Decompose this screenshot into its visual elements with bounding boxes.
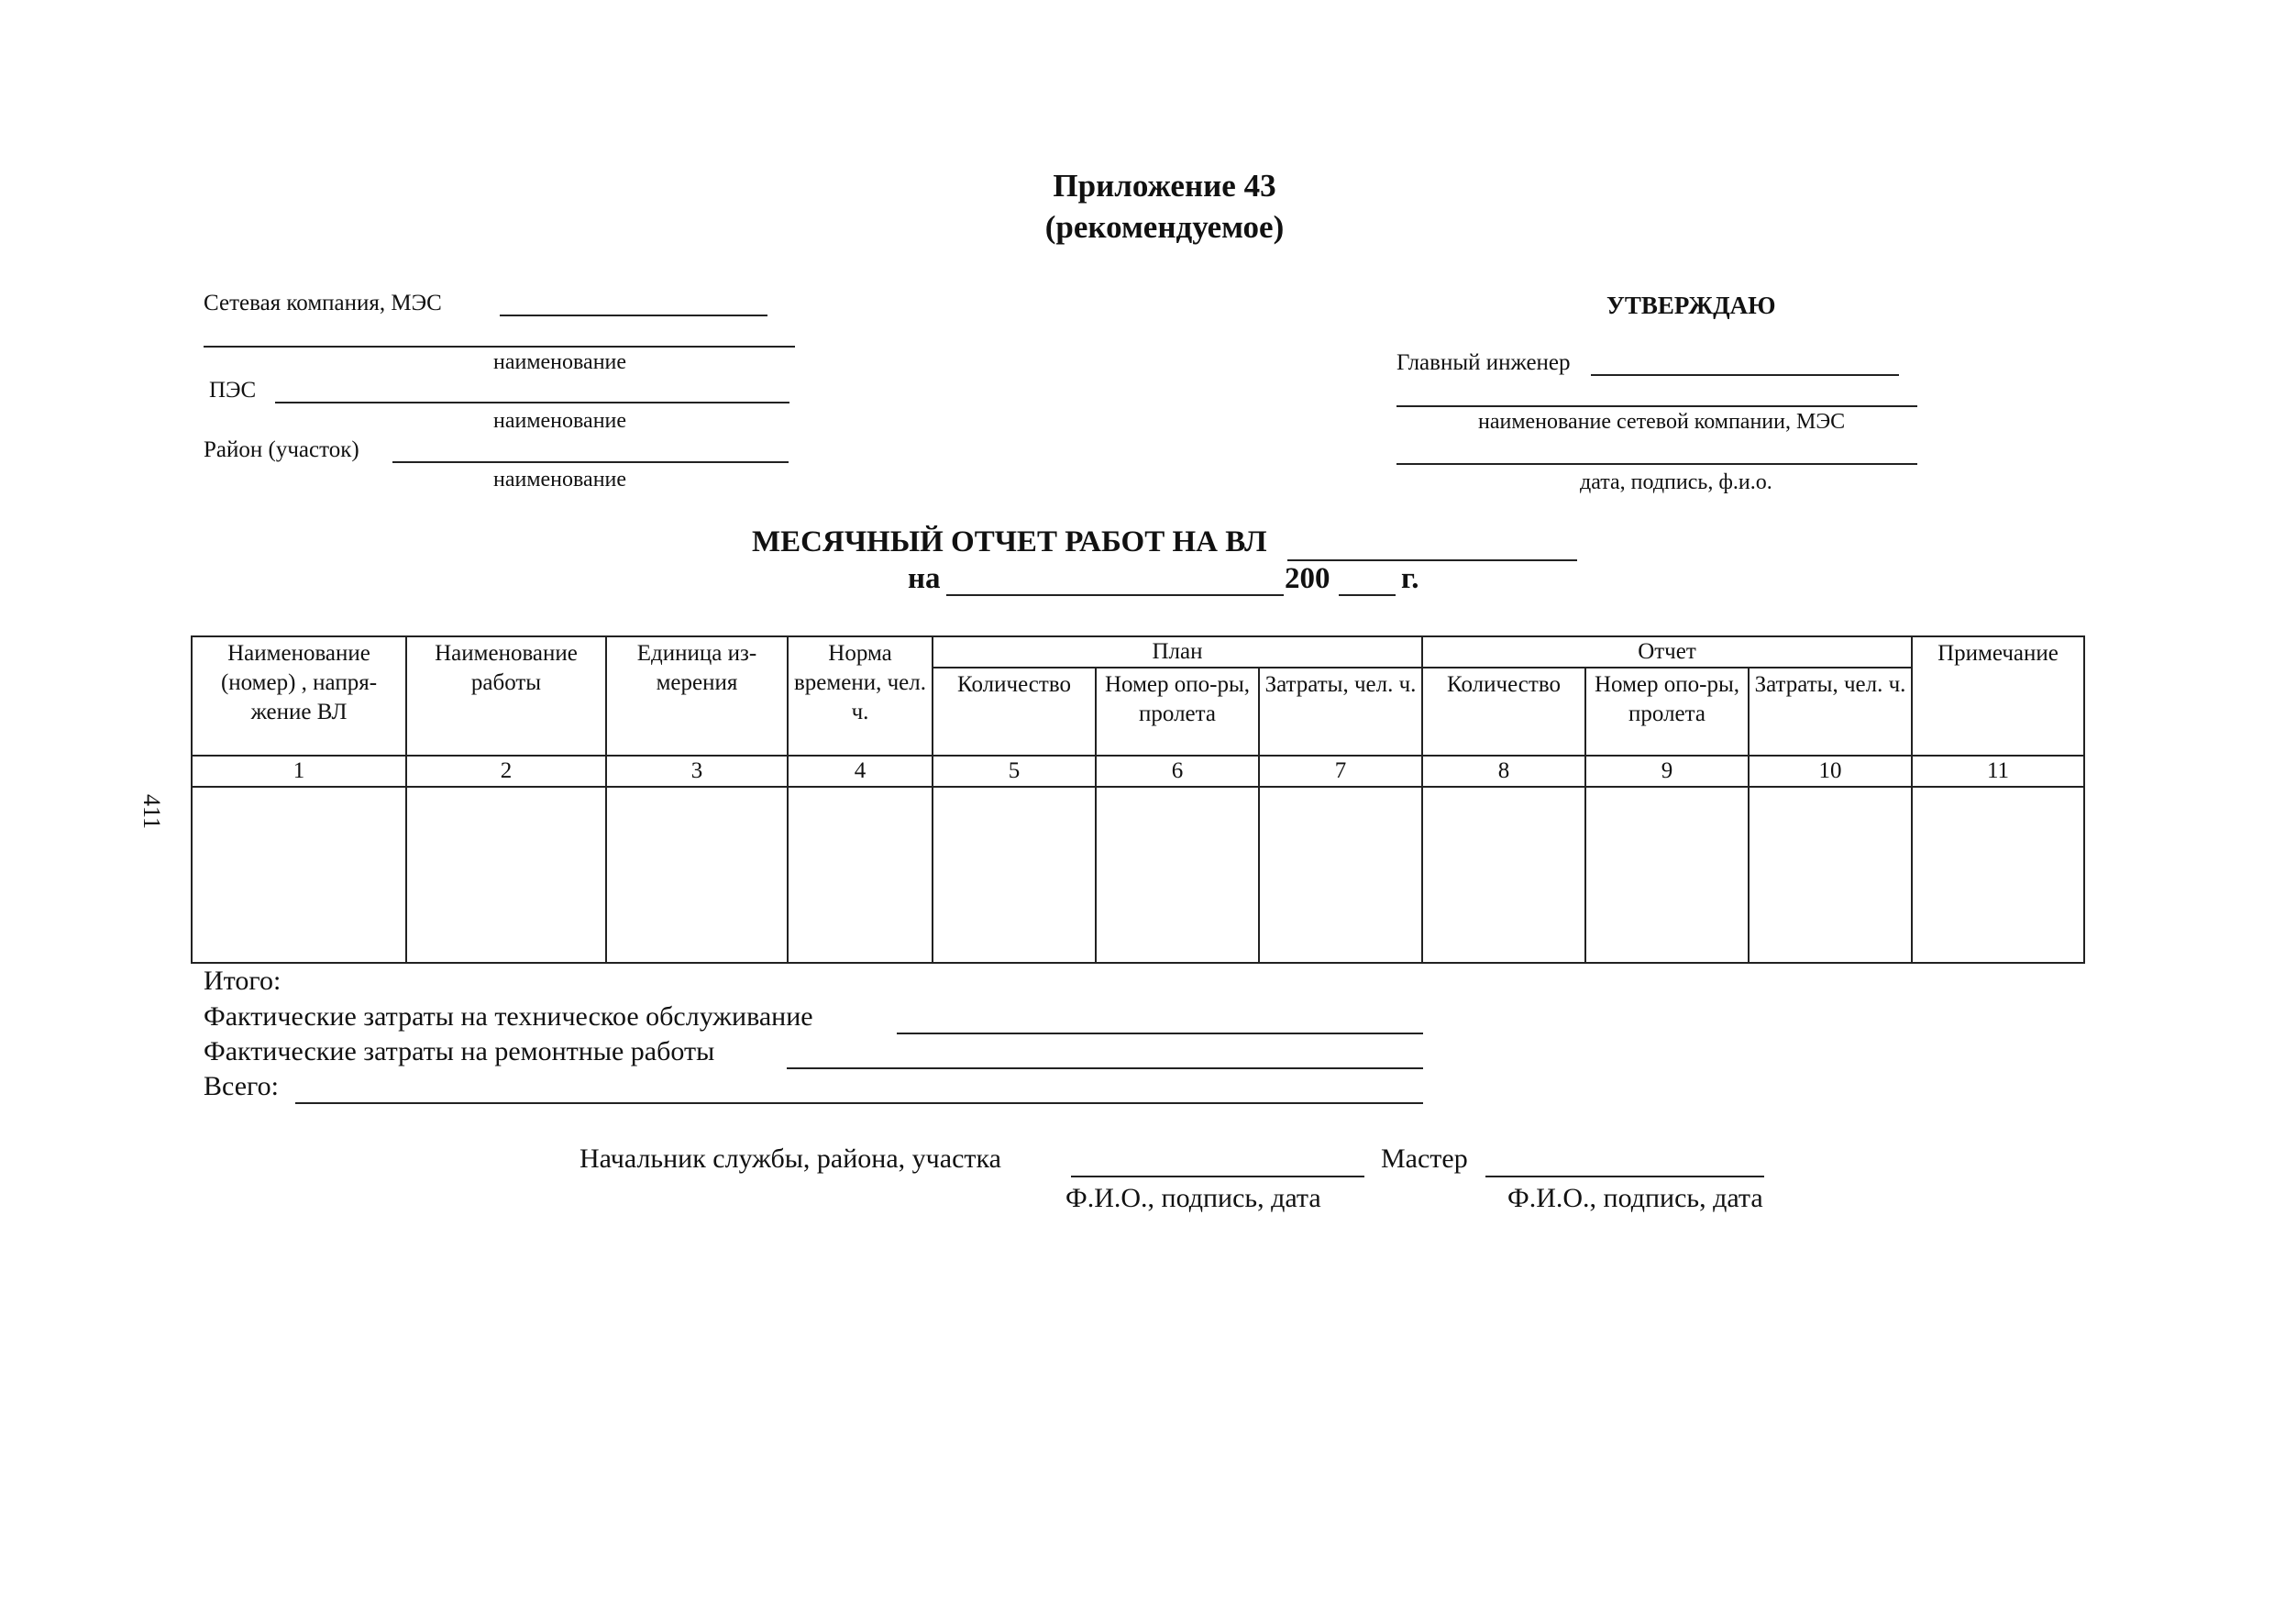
master-signature-line	[1485, 1176, 1764, 1177]
company-line	[500, 315, 767, 316]
column-number: 5	[933, 756, 1096, 787]
repair-costs-line	[787, 1067, 1423, 1069]
table-cell	[1422, 787, 1585, 963]
district-name-caption: наименование	[493, 468, 627, 492]
district-line	[392, 461, 789, 463]
chief-engineer-label: Главный инженер	[1396, 350, 1571, 375]
head-fio-caption: Ф.И.О., подпись, дата	[1065, 1183, 1321, 1213]
district-label: Район (участок)	[204, 437, 359, 462]
header-work-name: Наименование работы	[406, 636, 606, 756]
header-plan: План	[933, 636, 1422, 668]
column-number: 1	[192, 756, 406, 787]
total-line	[295, 1102, 1423, 1104]
approval-company-caption: наименование сетевой компании, МЭС	[1478, 410, 1846, 434]
master-fio-caption: Ф.И.О., подпись, дата	[1507, 1183, 1763, 1213]
header-plan-support: Номер опо-ры, пролета	[1096, 668, 1259, 756]
header-report-costs: Затраты, чел. ч.	[1749, 668, 1912, 756]
column-number: 6	[1096, 756, 1259, 787]
column-number: 8	[1422, 756, 1585, 787]
report-year-prefix: 200	[1285, 562, 1330, 595]
column-number-row	[192, 756, 2084, 787]
report-table	[191, 635, 2085, 964]
company-line-2	[204, 346, 795, 348]
report-year-line	[1339, 594, 1396, 596]
pes-label: ПЭС	[209, 378, 257, 403]
table-cell	[1749, 787, 1912, 963]
approve-label: УТВЕРЖДАЮ	[1606, 292, 1776, 319]
pes-line	[275, 402, 789, 403]
header-plan-costs: Затраты, чел. ч.	[1259, 668, 1422, 756]
header-time-norm: Норма времени, чел. ч.	[788, 636, 933, 756]
approval-company-line	[1396, 405, 1917, 407]
table-cell	[933, 787, 1096, 963]
column-number: 2	[406, 756, 606, 787]
column-number: 7	[1259, 756, 1422, 787]
header-plan-quantity: Количество	[933, 668, 1096, 756]
head-signature-line	[1071, 1176, 1364, 1177]
header-report-quantity: Количество	[1422, 668, 1585, 756]
repair-costs-label: Фактические затраты на ремонтные работы	[204, 1036, 715, 1066]
header-unit: Единица из-мерения	[606, 636, 788, 756]
maintenance-costs-line	[897, 1033, 1423, 1034]
column-number: 11	[1912, 756, 2084, 787]
column-number: 10	[1749, 756, 1912, 787]
chief-engineer-line	[1591, 374, 1899, 376]
head-signature-label: Начальник службы, района, участка	[580, 1143, 1001, 1174]
header-row-1	[192, 636, 2084, 668]
company-label: Сетевая компания, МЭС	[204, 291, 442, 315]
report-month-line	[946, 594, 1284, 596]
approval-date-line	[1396, 463, 1917, 465]
column-number: 4	[788, 756, 933, 787]
header-note: Примечание	[1912, 636, 2084, 756]
table-body-row	[192, 787, 2084, 963]
report-title: МЕСЯЧНЫЙ ОТЧЕТ РАБОТ НА ВЛ	[752, 525, 1267, 558]
table-cell	[606, 787, 788, 963]
table-cell	[192, 787, 406, 963]
master-signature-label: Мастер	[1381, 1143, 1468, 1174]
header-report-support: Номер опо-ры, пролета	[1585, 668, 1749, 756]
table-cell	[1585, 787, 1749, 963]
page-number: 411	[138, 793, 166, 830]
column-number: 9	[1585, 756, 1749, 787]
table-cell	[1096, 787, 1259, 963]
maintenance-costs-label: Фактические затраты на техническое обслуживание	[204, 1001, 813, 1032]
table-cell	[406, 787, 606, 963]
column-number: 3	[606, 756, 788, 787]
report-period-prefix: на	[908, 562, 941, 595]
table-cell	[1259, 787, 1422, 963]
header-report: Отчет	[1422, 636, 1912, 668]
appendix-title: Приложение 43	[1053, 168, 1276, 204]
approval-date-caption: дата, подпись, ф.и.о.	[1580, 470, 1772, 494]
report-vl-line	[1287, 559, 1577, 561]
company-name-caption: наименование	[493, 350, 627, 374]
totals-label: Итого:	[204, 966, 281, 996]
table-cell	[788, 787, 933, 963]
appendix-subtitle: (рекомендуемое)	[1044, 209, 1285, 245]
report-year-suffix: г.	[1401, 562, 1419, 595]
total-label: Всего:	[204, 1071, 279, 1101]
header-vl-name: Наименование (номер) , напря-жение ВЛ	[192, 636, 406, 756]
pes-name-caption: наименование	[493, 409, 627, 433]
table-cell	[1912, 787, 2084, 963]
